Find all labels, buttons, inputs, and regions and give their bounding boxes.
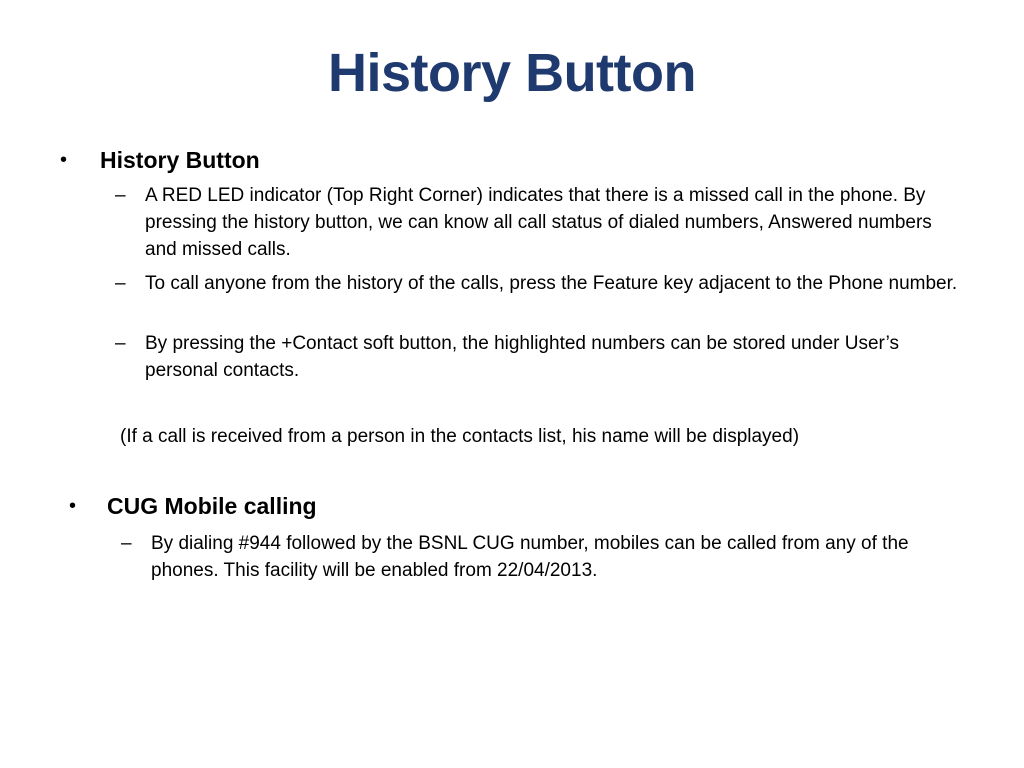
sub-item-text: A RED LED indicator (Top Right Corner) indicates that there is a missed call in the phone. By pressing the history button, we can know all call status of dialed numbers, Answered numbers and missed calls. xyxy=(145,185,932,260)
sub-item-text: By dialing #944 followed by the BSNL CUG number, mobiles can be called from any of the phones. This facility will be enabled from 22/04/2013. xyxy=(151,533,909,581)
dash-icon: – xyxy=(115,333,126,354)
bullet-history-button xyxy=(60,145,260,175)
sub-item xyxy=(115,330,935,384)
bullet-icon: • xyxy=(60,149,68,171)
bullet-icon: • xyxy=(69,495,77,517)
sub-item xyxy=(115,270,965,297)
dash-icon: – xyxy=(115,185,126,206)
bullet-heading: History Button xyxy=(100,147,260,173)
sub-item xyxy=(121,530,961,584)
sub-item xyxy=(115,182,965,263)
bullet-cug-mobile-calling xyxy=(69,491,317,521)
contacts-note: (If a call is received from a person in the contacts list, his name will be displayed) xyxy=(120,426,800,447)
slide-title: History Button xyxy=(328,43,696,103)
sub-item-text: To call anyone from the history of the calls, press the Feature key adjacent to the Phone number. xyxy=(145,273,958,294)
bullet-heading: CUG Mobile calling xyxy=(107,493,317,519)
dash-icon: – xyxy=(121,533,132,554)
sub-item-text: By pressing the +Contact soft button, the highlighted numbers can be stored under User’s personal contacts. xyxy=(145,333,899,381)
dash-icon: – xyxy=(115,273,126,294)
